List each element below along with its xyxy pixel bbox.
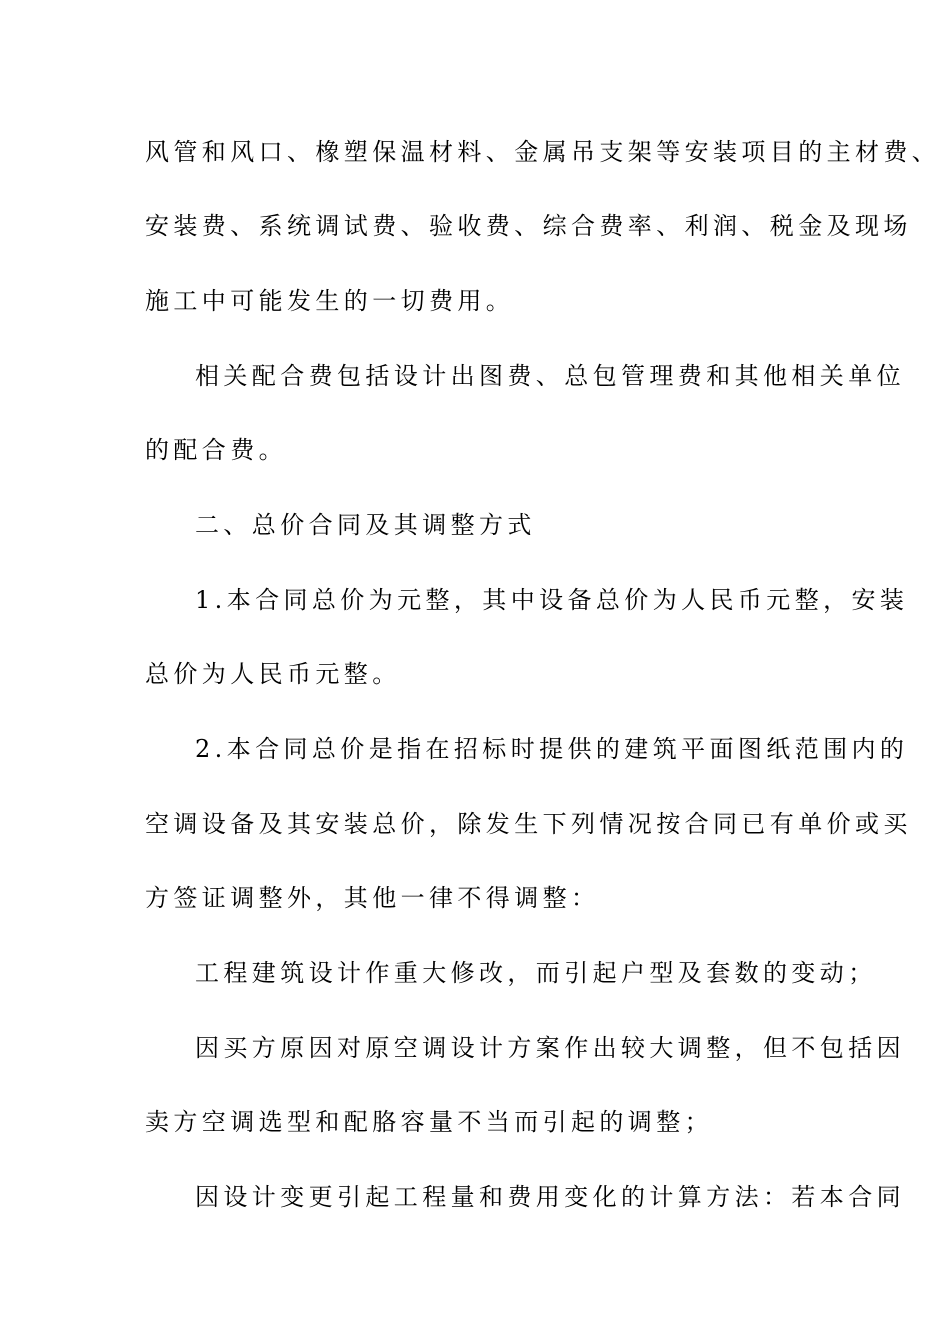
- paragraph-line: 安装费、系统调试费、验收费、综合费率、利润、税金及现场: [145, 212, 912, 240]
- paragraph-line: 总价为人民币元整。: [145, 660, 401, 688]
- paragraph-line: 施工中可能发生的一切费用。: [145, 287, 515, 315]
- section-heading: 二、总价合同及其调整方式: [195, 511, 536, 539]
- paragraph-line: 因买方原因对原空调设计方案作出较大调整，但不包括因: [195, 1034, 905, 1062]
- paragraph-line: 的配合费。: [145, 436, 287, 464]
- paragraph-line: 工程建筑设计作重大修改，而引起户型及套数的变动；: [195, 959, 877, 987]
- paragraph-line: 相关配合费包括设计出图费、总包管理费和其他相关单位: [195, 362, 905, 390]
- paragraph-line: 2.本合同总价是指在招标时提供的建筑平面图纸范围内的: [195, 735, 909, 763]
- paragraph-line: 风管和风口、橡塑保温材料、金属吊支架等安装项目的主材费、: [145, 138, 941, 166]
- paragraph-line: 1.本合同总价为元整，其中设备总价为人民币元整，安装: [195, 586, 909, 614]
- paragraph-line: 空调设备及其安装总价，除发生下列情况按合同已有单价或买: [145, 810, 912, 838]
- paragraph-line: 因设计变更引起工程量和费用变化的计算方法：若本合同: [195, 1183, 905, 1211]
- paragraph-line: 方签证调整外，其他一律不得调整：: [145, 884, 600, 912]
- paragraph-line: 卖方空调选型和配胳容量不当而引起的调整；: [145, 1108, 713, 1136]
